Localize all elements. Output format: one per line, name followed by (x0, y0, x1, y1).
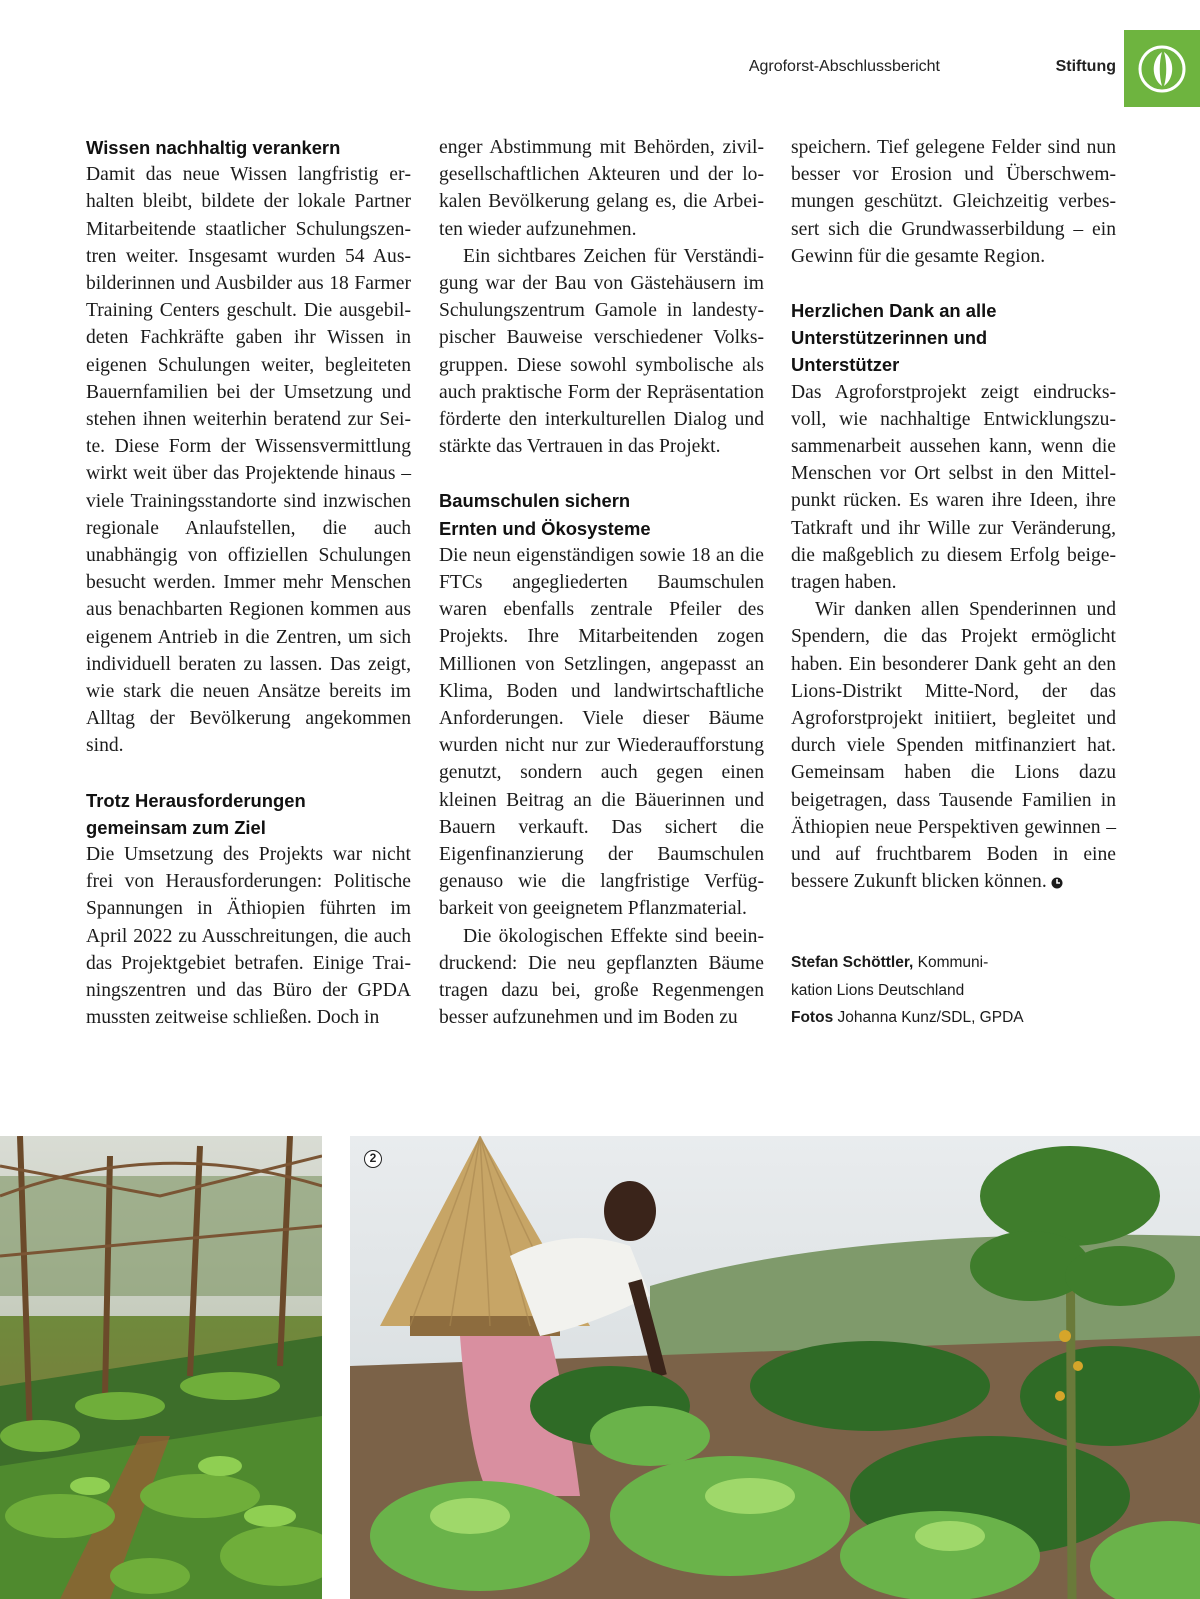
photo-tree-nursery (0, 1136, 322, 1599)
garden-illustration (350, 1136, 1200, 1599)
subheading-wissen: Wissen nachhaltig verankern (86, 137, 341, 158)
paragraph: Ein sichtbares Zeichen für Verständigung war der Bau von Gästehäusern im Schulungszentrum Gamole in landestypischer Bauweise verschiedener Volksgruppen. Diese sowohl symbolische als auch praktische Form der Repräsentation förderte den interkulturellen Dialog und stärkte das Vertrauen in das Projekt. (439, 245, 764, 458)
paragraph: Die ökologischen Effekte sind beeindruckend: Die neu gepflanzten Bäume tragen dazu bei, große Regenmengen besser aufzunehmen und im Boden zu (439, 925, 764, 1029)
subheading-line: Unterstützerinnen und (791, 327, 988, 349)
tree-nursery-illustration (0, 1136, 322, 1599)
subheading-line: Ernten und Ökosysteme (439, 517, 651, 539)
subheading-herausforderungen (86, 787, 411, 841)
end-mark-icon (1051, 877, 1063, 889)
section-label: Stiftung (1055, 58, 1116, 75)
paragraph: Das Agroforstprojekt zeigt eindrucksvoll, wie nachhaltige Entwicklungszusammenarbeit aussehen kann, wenn die Menschen vor Ort selbst in den Mittelpunkt rücken. Es waren ihre Ideen, ihre Tatkraft und ihr Wille zur Veränderung, die maßgeblich zu diesem Erfolg beigetragen haben. (791, 381, 1116, 594)
subheading-baumschulen (439, 487, 764, 541)
photos-credit: Johanna Kunz/SDL, GPDA (837, 1008, 1024, 1026)
paragraph-text: Wir danken allen Spenderinnen und Spendern, die das Projekt ermöglicht haben. Ein besonderer Dank geht an den Lions-Distrikt Mitte-Nord, der das Agroforstprojekt initiiert, begleitet und durch viele Spenden mitfinanziert hat. Gemeinsam haben die Lions dazu beigetragen, dass Tausende Familien in Äthiopien neue Perspektiven gewinnen – und auf fruchtbarem Boden in eine bessere Zukunft blicken können. (791, 599, 1116, 893)
paragraph: Die neun eigenständigen sowie 18 an die FTCs angegliederten Baumschulen waren ebenfalls zentrale Pfeiler des Projekts. Ihre Mitarbeitenden zogen Millionen von Setzlingen, angepasst an Klima, Boden und landwirtschaftliche Anforderungen. Viele dieser Bäume wurden nicht nur zur Wiederaufforstung genutzt, sondern auch gegen einen kleinen Beitrag an die Bäuerinnen und Bauern verkauft. Das sichert die Eigenfinanzierung der Baumschulen genauso wie die langfristige Verfügbarkeit von geeignetem Pflanzmaterial. (439, 544, 764, 920)
paragraph: speichern. Tief gelegene Felder sind nun besser vor Erosion und Überschwemmungen geschützt. Gleichzeitig verbessert sich die Grundwasserbildung – ein Gewinn für die gesamte Region. (791, 137, 1116, 267)
author-name: Stefan Schöttler, (791, 954, 914, 972)
photo-vegetable-garden (350, 1136, 1200, 1599)
running-header-title: Agroforst-Abschlussbericht (748, 58, 940, 75)
subheading-line: gemeinsam zum Ziel (86, 816, 266, 838)
subheading-line: Unterstützer (791, 354, 900, 376)
photo-number-badge: 2 (364, 1150, 382, 1168)
subheading-line: Baumschulen sichern (439, 490, 631, 512)
article-column-3 (791, 134, 1116, 1031)
article-column-1 (86, 134, 411, 1032)
brand-logo-box (1124, 30, 1200, 107)
photos-label: Fotos (791, 1008, 834, 1026)
paragraph: enger Abstimmung mit Behörden, zivilgesellschaftlichen Akteuren und der lokalen Bevölkerung gelang es, die Arbeiten wieder aufzunehmen. (439, 137, 764, 240)
author-role: kation Lions Deutschland (791, 981, 965, 999)
subheading-dank (791, 297, 1116, 379)
subheading-line: Herzlichen Dank an alle (791, 300, 997, 322)
paragraph: Damit das neue Wissen langfristig erhalten bleibt, bildete der lokale Partner Mitarbeitende staatlicher Schulungszentren weiter. Insgesamt wurden 54 Ausbilderinnen und Ausbilder aus 18 Farmer Training Centers geschult. Die ausgebildeten Fachkräfte gaben ihr Wissen in eigenen Schulungen weiter, begleiteten Bauernfamilien bei der Umsetzung und stehen ihnen weiterhin beratend zur Seite. Diese Form der Wissensvermittlung wirkt weit über das Projektende hinaus – viele Trainingsstandorte sind inzwischen regionale Anlaufstellen, die auch unabhängig von offiziellen Schulungen besucht werden. Immer mehr Menschen aus benachbarten Regionen kommen aus eigenem Antrieb in die Zentren, um sich individuell beraten zu lassen. Das zeigt, wie stark die neuen Ansätze bereits im Alltag der Bevölkerung angekommen sind. (86, 164, 411, 757)
paragraph: Die Umsetzung des Projekts war nicht frei von Herausforderungen: Politische Spannungen in Äthiopien führten im April 2022 zu Ausschreitungen, die auch das Projektgebiet betrafen. Einige Trainingszentren und das Büro der GPDA mussten zeitweise schließen. Doch in (86, 844, 411, 1029)
lions-logo-icon (1137, 44, 1187, 94)
author-credits (791, 949, 1116, 1031)
subheading-line: Trotz Herausforderungen (86, 789, 306, 811)
article-column-2 (439, 134, 764, 1032)
paragraph (791, 596, 1116, 895)
author-role: Kommuni- (917, 954, 989, 972)
